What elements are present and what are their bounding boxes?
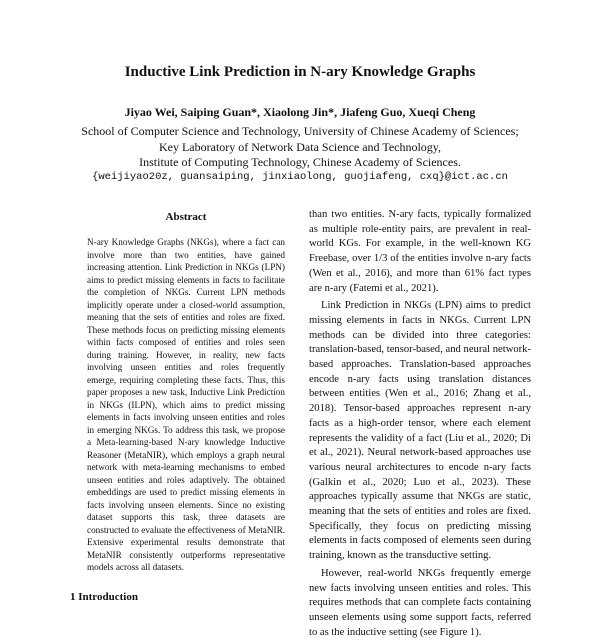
paper-title: Inductive Link Prediction in N-ary Knowledge Graphs [124,64,476,80]
affiliation-line-2: Key Laboratory of Network Data Science and Technology, [158,140,442,154]
abstract-text: N-ary Knowledge Graphs (NKGs), where a fact can involve more than two entities, have gained increasing attention. Link Prediction in NKGs (LPN) aims to predict missing elements in facts to facilitate the completion of NKGs. Current LPN methods implicitly operate under a closed-world assumption, meaning that the sets of entities and roles are fixed. These methods focus on predicting missing elements within facts composed of entities and roles seen during training. However, in reality, new facts involving unseen entities and roles frequently emerge, requiring completing these facts. Thus, this paper proposes a new task, Inductive Link Prediction in NKGs (ILPN), which aims to predict missing elements in facts involving unseen entities and roles in emerging NKGs. To address this task, we propose a Meta-learning-based N-ary knowledge Inductive Reasoner (MetaNIR), which employs a graph neural network with meta-learning mechanisms to embed unseen entities and roles adaptively. The obtained embeddings are used to predict missing elements in facts involving unseen elements. Since no existing dataset supports this task, three datasets are constructed to evaluate the effectiveness of MetaNIR. Extensive experimental results demonstrate that MetaNIR consistently outperforms representative models across all datasets. [87,237,285,572]
author-list: Jiyao Wei, Saiping Guan*, Xiaolong Jin*, Jiafeng Guo, Xueqi Cheng [124,105,476,119]
body-paragraph-3: However, real-world NKGs frequently emerge new facts involving unseen entities and roles. This requires methods that can complete facts containing unseen elements using some support facts, referred to as the inductive setting (see Figure 1). [309,567,531,638]
body-paragraph-2: Link Prediction in NKGs (LPN) aims to predict missing elements in facts in NKGs. Current LPN methods can be divided into three categories: translation-based, tensor-based, and neural network-based approaches. Translation-based approaches encode n-ary facts using translation distances between entities (Wen et al., 2016; Zhang et al., 2018). Tensor-based approaches represent n-ary facts as a high-order tensor, where each element represents the validity of a fact (Liu et al., 2020; Di et al., 2021). Neural network-based approaches use various neural architectures to encode n-ary facts (Galkin et al., 2020; Luo et al., 2023). These approaches typically assume that NKGs are static, meaning that the sets of entities and roles are fixed. Specifically, they focus on predicting missing elements in facts composed of elements seen during training, known as the transductive setting. [309,300,531,562]
author-emails: {weijiyao20z, guansaiping, jinxiaolong, guojiafeng, cxq}@ict.ac.cn [92,171,508,183]
affiliation-line-3: Institute of Computing Technology, Chinese Academy of Sciences. [139,155,461,169]
right-column [309,208,531,640]
abstract-heading: Abstract [165,211,207,223]
body-paragraph-1: than two entities. N-ary facts, typically formalized as multiple role-entity pairs, are prevalent in real-world KGs. For example, in the well-known KG Freebase, over 1/3 of the entities involve n-ary facts (Wen et al., 2016), and more than 61% fact types are n-ary (Fatemi et al., 2021). [309,209,531,294]
affiliation-line-1: School of Computer Science and Technology, University of Chinese Academy of Sciences; [81,124,519,138]
introduction-heading: 1 Introduction [70,591,138,603]
